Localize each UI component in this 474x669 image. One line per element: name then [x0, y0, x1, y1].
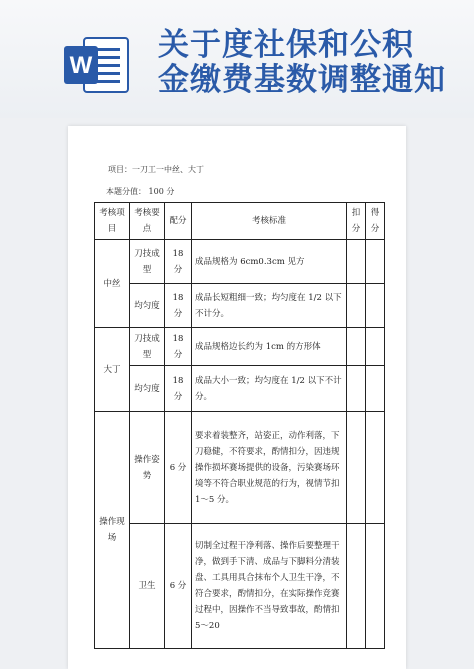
get-cell[interactable]: [366, 284, 385, 328]
deduct-cell[interactable]: [347, 240, 366, 284]
get-cell[interactable]: [366, 240, 385, 284]
row-point: 刀技成型: [130, 328, 165, 366]
group-name: 操作现场: [95, 412, 130, 649]
row-point: 操作姿势: [130, 412, 165, 524]
deduct-cell[interactable]: [347, 284, 366, 328]
row-score: 6 分: [165, 524, 192, 649]
svg-text:W: W: [69, 52, 93, 79]
row-standard: 要求着装整齐，站姿正，动作利落，下刀稳健，不符要求，酌情扣分，因违规操作损坏赛场提供的设备，污染赛场环境等不符合职业规范的行为，视情节扣 1～5 分。: [192, 412, 347, 524]
header-standard: 考核标准: [192, 203, 347, 240]
page-title: [158, 28, 458, 98]
row-standard: 成品大小一致；均匀度在 1/2 以下不计分。: [192, 366, 347, 412]
row-point: 卫生: [130, 524, 165, 649]
score-line: 本题分值： 100 分: [106, 187, 175, 196]
table-row: [95, 524, 385, 649]
table-row: [95, 328, 385, 366]
row-standard: 成品长短粗细一致；均匀度在 1/2 以下不计分。: [192, 284, 347, 328]
header-deduct: 扣分: [347, 203, 366, 240]
get-cell[interactable]: [366, 328, 385, 366]
deduct-cell[interactable]: [347, 328, 366, 366]
title-line-2: 金缴费基数调整通知: [158, 62, 446, 98]
title-line-1: 关于度社保和公积: [158, 27, 414, 63]
deduct-cell[interactable]: [347, 524, 366, 649]
row-standard: 成品规格边长约为 1cm 的方形体: [192, 328, 347, 366]
get-cell[interactable]: [366, 524, 385, 649]
header-point: 考核要点: [130, 203, 165, 240]
table-row: [95, 412, 385, 524]
group-name: 大丁: [95, 328, 130, 412]
table-row: [95, 284, 385, 328]
table-header-row: [95, 203, 385, 240]
project-line: 项目：一刀工一中丝、大丁: [108, 165, 204, 174]
row-score: 18 分: [165, 366, 192, 412]
group-name: 中丝: [95, 240, 130, 328]
row-point: 均匀度: [130, 284, 165, 328]
table-row: [95, 366, 385, 412]
get-cell[interactable]: [366, 366, 385, 412]
get-cell[interactable]: [366, 412, 385, 524]
row-point: 均匀度: [130, 366, 165, 412]
header-get: 得分: [366, 203, 385, 240]
word-document-icon: [62, 36, 130, 94]
deduct-cell[interactable]: [347, 412, 366, 524]
banner: [0, 0, 474, 118]
assessment-table: [94, 202, 385, 649]
row-point: 刀技成型: [130, 240, 165, 284]
table-row: [95, 240, 385, 284]
deduct-cell[interactable]: [347, 366, 366, 412]
row-score: 18 分: [165, 328, 192, 366]
row-standard: 切制全过程干净利落、操作后要整理干净，做到手下清、成品与下脚料分清装盘、工具用具合抹布个人卫生干净，不符合要求，酌情扣分，在实际操作竞赛过程中，因操作不当导致事故，酌情扣 5～20: [192, 524, 347, 649]
row-score: 6 分: [165, 412, 192, 524]
document-page: [68, 126, 406, 669]
header-score: 配分: [165, 203, 192, 240]
row-score: 18 分: [165, 240, 192, 284]
header-item: 考核项目: [95, 203, 130, 240]
row-standard: 成品规格为 6cm0.3cm 见方: [192, 240, 347, 284]
row-score: 18 分: [165, 284, 192, 328]
